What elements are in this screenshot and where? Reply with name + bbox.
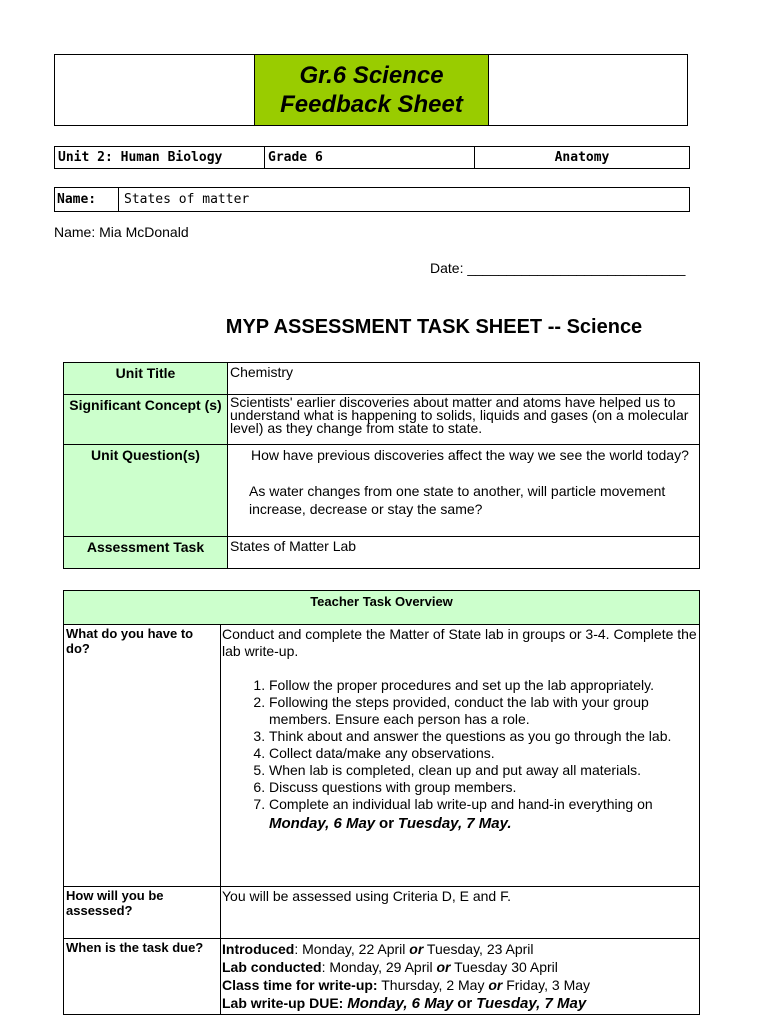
- introduced-label: Introduced: [222, 941, 295, 957]
- concept-label: Significant Concept (s): [64, 395, 228, 445]
- student-name: Name: Mia McDonald: [54, 224, 189, 240]
- task-value: States of Matter Lab: [228, 537, 700, 569]
- step-item: 5. When lab is completed, clean up and put away all materials.: [269, 762, 699, 779]
- concept-value: Scientists' earlier discoveries about matter and atoms have helped us to understand what is happening to solids, liquids and gases (on a molecular level) as they change from state to state.: [228, 395, 700, 445]
- overview-heading: Teacher Task Overview: [64, 591, 700, 625]
- unit-title-label: Unit Title: [64, 363, 228, 395]
- writeup-line: [222, 994, 699, 1013]
- what-content: [221, 625, 700, 887]
- due-date-b: Tuesday, 7 May.: [397, 815, 512, 832]
- unit-question-2: As water changes from one state to another, will particle movement increase, decrease or stay the same?: [249, 483, 666, 517]
- step-item: 2. Following the steps provided, conduct the lab with your group members. Ensure each person has a role.: [269, 694, 699, 728]
- unit-label: Unit 2: Human Biology: [55, 147, 265, 168]
- introduced-b: Tuesday, 23 April: [426, 941, 534, 957]
- class-time-a: Thursday, 2 May: [381, 977, 485, 993]
- class-time-b: Friday, 3 May: [506, 977, 591, 993]
- class-time-or: or: [488, 977, 503, 993]
- assess-label: How will you be assessed?: [64, 887, 221, 939]
- unit-row: [54, 146, 690, 169]
- introduced-or: or: [409, 941, 424, 957]
- sheet-title-line1: Gr.6 Science: [299, 62, 444, 89]
- grade-label: Grade 6: [265, 147, 475, 168]
- step-item: 3. Think about and answer the questions as you go through the lab.: [269, 728, 699, 745]
- date-line: Date: ____________________________: [430, 260, 686, 276]
- unit-question-1: How have previous discoveries affect the way we see the world today?: [251, 447, 689, 463]
- name-row: [54, 187, 690, 212]
- question-label: Unit Question(s): [64, 445, 228, 537]
- conducted-a: : Monday, 29 April: [321, 959, 433, 975]
- conducted-b: Tuesday 30 April: [454, 959, 558, 975]
- due-dates-line: [222, 813, 699, 834]
- sheet-title-line2: Feedback Sheet: [280, 91, 463, 118]
- steps-list: [222, 677, 699, 813]
- writeup-or: or: [457, 995, 473, 1012]
- conducted-or: or: [436, 959, 451, 975]
- class-time-label: Class time for write-up:: [222, 977, 378, 993]
- class-time-line: [222, 976, 699, 994]
- topic-label: Anatomy: [554, 150, 610, 165]
- step-item: 7. Complete an individual lab write-up and hand-in everything on: [269, 796, 699, 813]
- when-content: [221, 939, 700, 1015]
- writeup-label: Lab write-up DUE:: [222, 995, 344, 1011]
- header-right-cell: [489, 55, 687, 125]
- conducted-label: Lab conducted: [222, 959, 322, 975]
- introduced-line: [222, 940, 699, 958]
- conducted-line: [222, 958, 699, 976]
- what-intro: Conduct and complete the Matter of State lab in groups or 3-4. Complete the lab write-up.: [222, 626, 697, 659]
- task-label: Assessment Task: [64, 537, 228, 569]
- name-field[interactable]: States of matter: [124, 192, 250, 207]
- assess-value: You will be assessed using Criteria D, E and F.: [221, 887, 700, 939]
- unit-title-value: Chemistry: [228, 363, 700, 395]
- due-or: or: [379, 815, 395, 832]
- step-item: 1. Follow the proper procedures and set up the lab appropriately.: [269, 677, 699, 694]
- introduced-a: : Monday, 22 April: [294, 941, 406, 957]
- unit-questions: [228, 445, 700, 537]
- step-item: 4. Collect data/make any observations.: [269, 745, 699, 762]
- due-date-a: Monday, 6 May: [269, 815, 376, 832]
- assessment-table: [63, 362, 700, 569]
- writeup-a: Monday, 6 May: [347, 995, 454, 1012]
- when-label: When is the task due?: [64, 939, 221, 1015]
- step-item: 6. Discuss questions with group members.: [269, 779, 699, 796]
- overview-table: [63, 590, 700, 1015]
- header-left-cell: [55, 55, 255, 125]
- name-label: Name:: [55, 188, 119, 211]
- main-title: MYP ASSESSMENT TASK SHEET -- Science: [225, 316, 643, 338]
- what-label: What do you have to do?: [64, 625, 221, 887]
- writeup-b: Tuesday, 7 May: [476, 995, 587, 1012]
- sheet-title: [255, 55, 489, 125]
- header-box: [54, 54, 688, 126]
